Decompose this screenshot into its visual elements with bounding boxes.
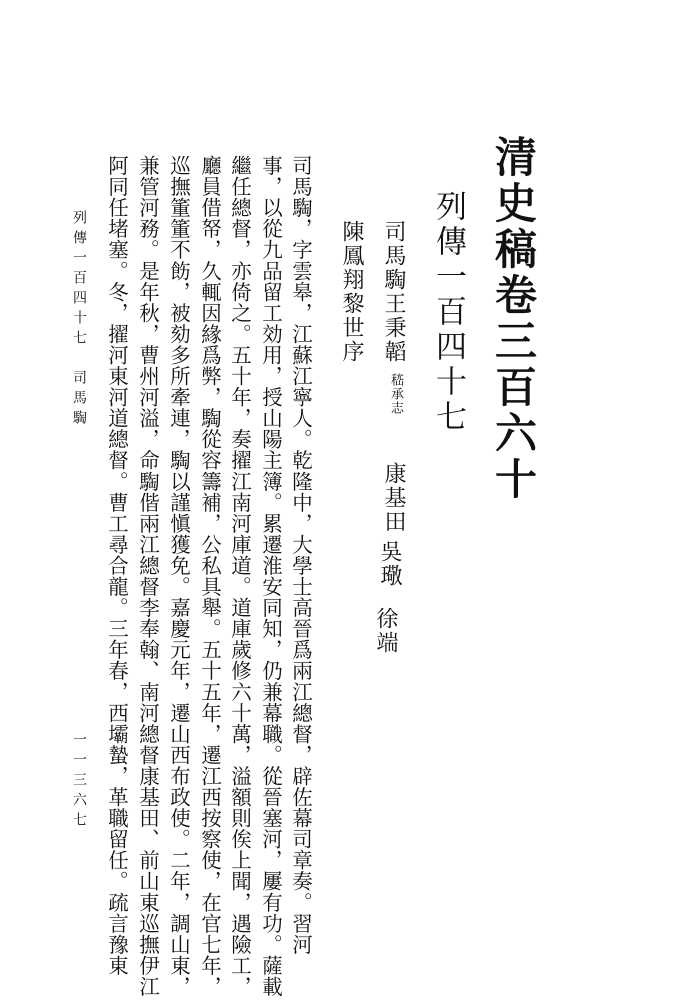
name-sima-tao: 司馬騊 xyxy=(381,220,406,292)
name-wu-jing: 吳璥 xyxy=(377,540,402,588)
body-line: 繼任總督，亦倚之。五十年，奏擢江南河庫道。道庫歲修六十萬，溢額則俟上聞，遇險工， xyxy=(227,155,252,997)
body-line: 巡撫箽箽不飭，被劾多所牽連，騊以謹愼獲免。嘉慶元年，遷山西布政使。二年，調山東， xyxy=(166,155,191,997)
chapter-title: 列傳一百四十七 xyxy=(430,190,466,435)
body-line: 廳員借帑，久輒因緣爲弊，騊從容籌補，公私具舉。五十五年，遷江西按察使，在官七年， xyxy=(197,155,222,997)
page-number: 一一三六七 xyxy=(71,732,87,832)
name-chen-fengxiang: 陳鳳翔 xyxy=(339,220,364,292)
body-line: 兼管河務。是年秋，曹州河溢，命騊偕兩江總督李奉翰、南河總督康基田、前山東巡撫伊江 xyxy=(135,155,160,997)
name-li-shixu: 黎世序 xyxy=(339,292,364,364)
name-xu-duan: 徐端 xyxy=(373,607,398,655)
body-line: 事，以從九品留工効用，授山陽主簿。累遷淮安同知，仍兼幕職。從晉塞河，屢有功。薩載 xyxy=(258,155,283,997)
body-line: 司馬騊，字雲皋，江蘇江寧人。乾隆中，大學士高晉爲兩江總督，辟佐幕司章奏。習河 xyxy=(288,155,313,955)
name-kang-jitian: 康基田 xyxy=(381,462,406,534)
running-head: 列傳一百四十七 司馬騊 xyxy=(71,210,87,430)
body-line: 阿同任堵塞。冬，擢河東河道總督。曹工尋合龍。三年春，西壩蟄，革職留任。疏言豫東 xyxy=(104,155,129,976)
book-title: 清史稿卷三百六十 xyxy=(489,135,538,503)
name-note-ji-chengzhi: 嵇承志 xyxy=(388,373,403,415)
name-wang-bingtao: 王秉韜 xyxy=(381,292,406,364)
